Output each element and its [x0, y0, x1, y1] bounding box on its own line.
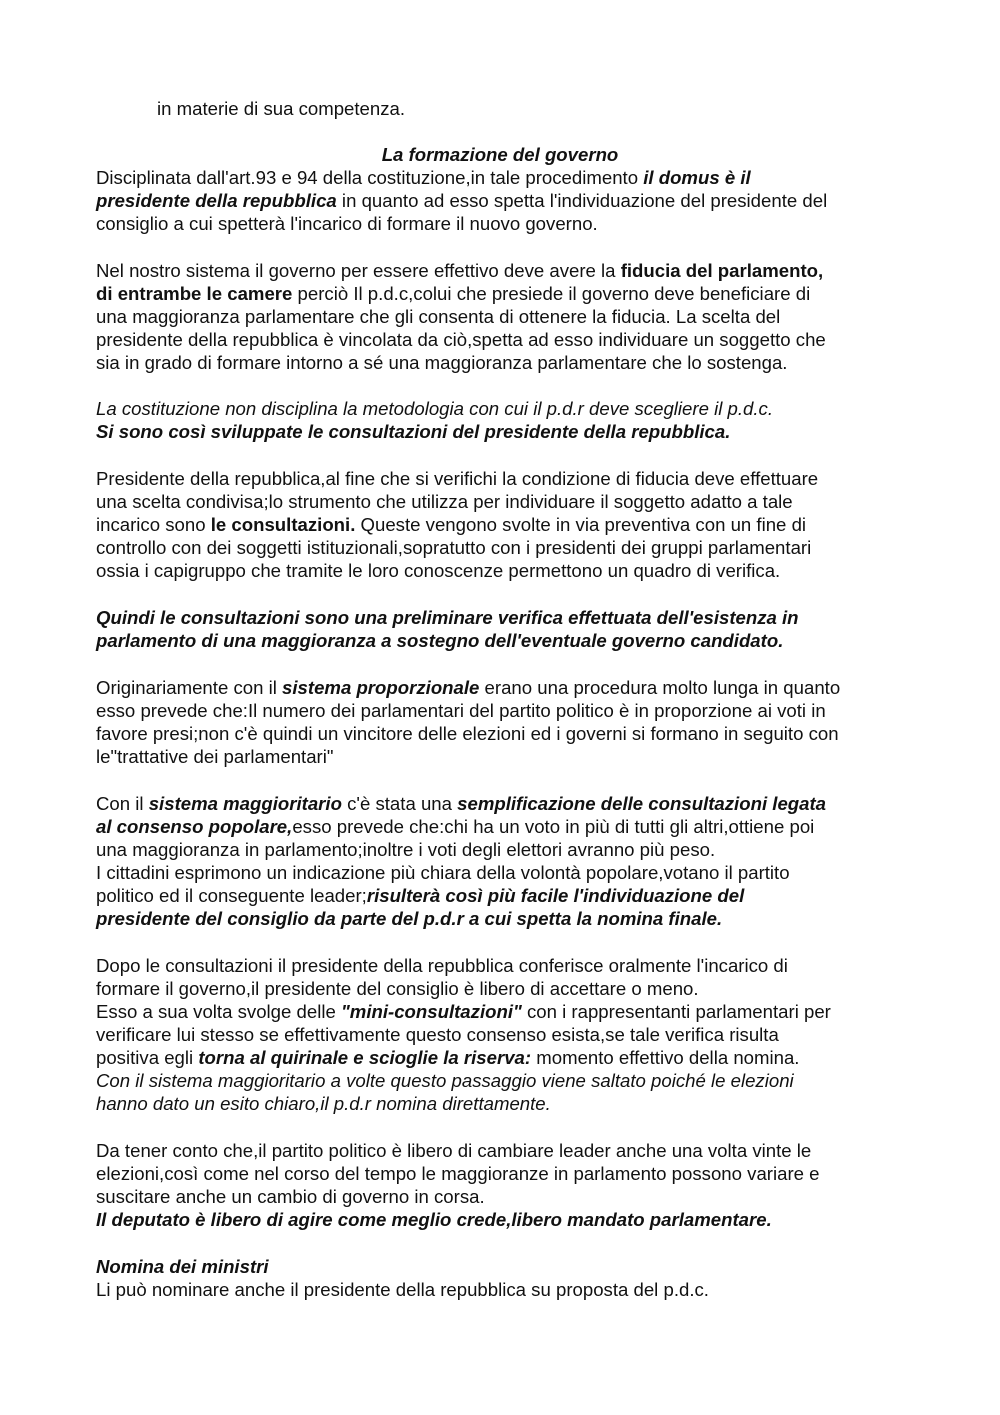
- text-line: [96, 282, 810, 305]
- text-segment: al consenso popolare,: [96, 816, 293, 837]
- text-line: [96, 1208, 772, 1231]
- text-segment: in quanto ad esso spetta l'individuazione del presidente del: [336, 190, 828, 211]
- text-line: [96, 259, 823, 282]
- text-segment: semplificazione delle consultazioni legata: [457, 793, 827, 814]
- text-line: [96, 420, 730, 443]
- text-line: [96, 722, 839, 745]
- text-segment: Si sono così sviluppate le consultazioni del presidente della repubblica.: [96, 421, 731, 442]
- text-line: [96, 1162, 820, 1185]
- text-segment: hanno dato un esito chiaro,il p.d.r nomina direttamente.: [96, 1093, 551, 1114]
- text-line: [96, 815, 814, 838]
- text-line: [96, 907, 722, 930]
- text-line: [96, 351, 787, 374]
- text-segment: consiglio a cui spetterà l'incarico di formare il nuovo governo.: [96, 213, 598, 234]
- text-segment: una maggioranza parlamentare che gli consenta di ottenere la fiducia. La scelta del: [96, 306, 781, 327]
- text-segment: Queste vengono svolte in via preventiva con un fine di: [355, 514, 807, 535]
- text-segment: verificare lui stesso se effettivamente questo consenso esista,se tale verifica risulta: [96, 1024, 779, 1045]
- text-line: [96, 1278, 709, 1301]
- text-segment: risulterà così più facile l'individuazione del: [366, 885, 745, 906]
- text-segment: Quindi le consultazioni sono una preliminare verifica effettuata dell'esistenza in: [96, 607, 799, 628]
- text-segment: favore presi;non c'è quindi un vincitore delle elezioni ed i governi si formano in seguito con: [96, 723, 839, 744]
- text-segment: presidente della repubblica: [96, 190, 337, 211]
- text-segment: esso prevede che:chi ha un voto in più di tutti gli altri,ottiene poi: [292, 816, 815, 837]
- text-line: [96, 328, 826, 351]
- text-segment: Nel nostro sistema il governo per essere effettivo deve avere la: [96, 260, 621, 281]
- text-segment: fiducia del parlamento,: [620, 260, 824, 281]
- text-segment: elezioni,così come nel corso del tempo le maggioranze in parlamento possono variare e: [96, 1163, 820, 1184]
- text-line: [96, 212, 598, 235]
- text-segment: le"trattative dei parlamentari": [96, 746, 334, 767]
- text-segment: presidente del consiglio da parte del p.d.r a cui spetta la nomina finale.: [96, 908, 723, 929]
- text-line: [96, 305, 780, 328]
- text-segment: suscitare anche un cambio di governo in corsa.: [96, 1186, 485, 1207]
- text-segment: La costituzione non disciplina la metodologia con cui il p.d.r deve scegliere il p.d.c.: [96, 398, 773, 419]
- text-segment: Presidente della repubblica,al fine che si verifichi la condizione di fiducia deve effettuare: [96, 468, 819, 489]
- text-line: [96, 838, 715, 861]
- text-segment: in materie di sua competenza.: [157, 98, 406, 119]
- text-segment: una scelta condivisa;lo strumento che utilizza per individuare il soggetto adatto a tale: [96, 491, 793, 512]
- text-line: [96, 1185, 485, 1208]
- text-line: [96, 629, 783, 652]
- text-segment: c'è stata una: [341, 793, 458, 814]
- text-line: [96, 977, 699, 1000]
- text-line: [96, 1046, 799, 1069]
- text-segment: esso prevede che:Il numero dei parlamentari del partito politico è in proporzione ai voti in: [96, 700, 826, 721]
- text-segment: il domus è il: [643, 167, 751, 188]
- text-line: [96, 606, 799, 629]
- text-segment: con i rappresentanti parlamentari per: [521, 1001, 831, 1022]
- text-line: [96, 954, 788, 977]
- text-segment: politico ed il conseguente leader;: [96, 885, 367, 906]
- text-segment: una maggioranza in parlamento;inoltre i voti degli elettori avranno più peso.: [96, 839, 716, 860]
- text-line: [96, 699, 826, 722]
- text-segment: torna al quirinale e scioglie la riserva:: [198, 1047, 532, 1068]
- text-line: [96, 884, 744, 907]
- text-line: [157, 97, 405, 120]
- text-segment: controllo con dei soggetti istituzionali,sopratutto con i presidenti dei gruppi parlamentari: [96, 537, 812, 558]
- text-segment: Li può nominare anche il presidente della repubblica su proposta del p.d.c.: [96, 1279, 709, 1300]
- text-line: [96, 1069, 794, 1092]
- text-segment: Il deputato è libero di agire come meglio crede,libero mandato parlamentare.: [96, 1209, 772, 1230]
- text-segment: erano una procedura molto lunga in quanto: [479, 677, 841, 698]
- text-line: [96, 513, 806, 536]
- text-segment: Da tener conto che,il partito politico è libero di cambiare leader anche una volta vinte le: [96, 1140, 812, 1161]
- text-segment: incarico sono: [96, 514, 211, 535]
- text-segment: sistema maggioritario: [148, 793, 342, 814]
- text-line: [96, 1000, 831, 1023]
- text-segment: di entrambe le camere: [96, 283, 293, 304]
- text-segment: Con il sistema maggioritario a volte questo passaggio viene saltato poiché le elezioni: [96, 1070, 794, 1091]
- text-segment: sistema proporzionale: [282, 677, 480, 698]
- text-line: [96, 1139, 811, 1162]
- text-line: [96, 559, 780, 582]
- text-line: [96, 1255, 269, 1278]
- text-segment: sia in grado di formare intorno a sé una maggioranza parlamentare che lo sostenga.: [96, 352, 788, 373]
- text-segment: "mini-consultazioni": [340, 1001, 522, 1022]
- text-segment: Disciplinata dall'art.93 e 94 della costituzione,in tale procedimento: [96, 167, 644, 188]
- text-segment: Nomina dei ministri: [96, 1256, 269, 1277]
- text-segment: presidente della repubblica è vincolata da ciò,spetta ad esso individuare un soggetto che: [96, 329, 826, 350]
- text-segment: Dopo le consultazioni il presidente della repubblica conferisce oralmente l'incarico di: [96, 955, 788, 976]
- text-segment: positiva egli: [96, 1047, 199, 1068]
- text-segment: le consultazioni.: [210, 514, 356, 535]
- text-line: [96, 1023, 779, 1046]
- text-segment: La formazione del governo: [381, 144, 619, 165]
- text-segment: Con il: [96, 793, 149, 814]
- text-line: [96, 792, 826, 815]
- text-line: [96, 861, 790, 884]
- text-segment: I cittadini esprimono un indicazione più chiara della volontà popolare,votano il partito: [96, 862, 790, 883]
- text-line: [96, 536, 811, 559]
- text-line: [96, 676, 840, 699]
- text-line: [96, 1092, 551, 1115]
- text-segment: Originariamente con il: [96, 677, 283, 698]
- text-line: [96, 490, 793, 513]
- text-segment: ossia i capigruppo che tramite le loro conoscenze permettono un quadro di verifica.: [96, 560, 781, 581]
- text-line: [96, 467, 818, 490]
- text-segment: perciò Il p.d.c,colui che presiede il governo deve beneficiare di: [292, 283, 811, 304]
- text-segment: formare il governo,il presidente del consiglio è libero di accettare o meno.: [96, 978, 699, 999]
- text-line: [0, 143, 1000, 166]
- text-line: [96, 189, 827, 212]
- text-segment: momento effettivo della nomina.: [531, 1047, 800, 1068]
- text-line: [96, 397, 773, 420]
- text-line: [96, 166, 751, 189]
- text-line: [96, 745, 333, 768]
- text-segment: Esso a sua volta svolge delle: [96, 1001, 341, 1022]
- text-segment: parlamento di una maggioranza a sostegno dell'eventuale governo candidato.: [96, 630, 784, 651]
